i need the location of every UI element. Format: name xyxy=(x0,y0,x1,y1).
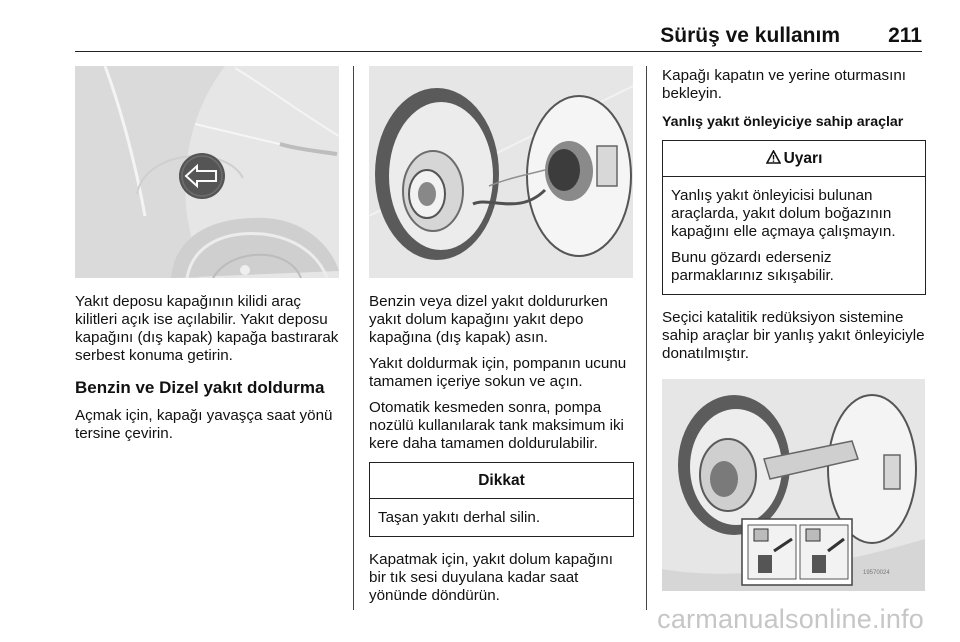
figure-fuel-door-closed xyxy=(75,66,339,278)
page-header xyxy=(0,0,960,52)
figure-misfuel-inhibitor xyxy=(662,379,925,591)
col2-paragraph-1: Benzin veya dizel yakıt doldururken yakıt dolum kapağını yakıt depo kapağına (dış kapak) asın. xyxy=(369,293,608,346)
warning-header xyxy=(663,141,925,177)
column-1 xyxy=(75,66,341,443)
column-divider-left xyxy=(353,66,354,610)
column-divider-right xyxy=(646,66,647,610)
col2-paragraph-2: Yakıt doldurmak için, pompanın ucunu tamamen içeriye sokun ve açın. xyxy=(369,355,627,390)
page-number: 211 xyxy=(888,24,922,47)
header-rule xyxy=(75,51,922,52)
col1-paragraph-2: Açmak için, kapağı yavaşça saat yönü tersine çevirin. xyxy=(75,407,333,442)
col3-paragraph-2: Seçici katalitik redüksiyon sistemine sahip araçlar bir yanlış yakıt önleyiciyle donatılmıştır. xyxy=(662,309,925,362)
col3-subheading: Yanlış yakıt önleyiciye sahip araçlar xyxy=(662,114,904,130)
figure-code: 19570024 xyxy=(863,570,890,576)
section-title: Sürüş ve kullanım xyxy=(660,24,840,47)
caution-title: Dikkat xyxy=(370,463,633,499)
warning-text-2: Bunu gözardı ederseniz parmaklarınız sıkışabilir. xyxy=(671,249,834,284)
warning-text-1: Yanlış yakıt önleyicisi bulunan araçlarda, yakıt dolum boğazının kapağını elle açmaya çalışmayın. xyxy=(671,187,896,240)
col1-paragraph-1: Yakıt deposu kapağının kilidi araç kilitleri açık ise açılabilir. Yakıt deposu kapağını (dış kapak) kapağa bastırarak serbest konuma getirin. xyxy=(75,293,339,364)
figure-fuel-cap-hanging xyxy=(369,66,633,278)
col2-paragraph-3: Otomatik kesmeden sonra, pompa nozülü kullanılarak tank maksimum iki kere daha tamamen doldurulabilir. xyxy=(369,399,624,452)
warning-triangle-icon xyxy=(766,150,781,164)
warning-title: Uyarı xyxy=(783,150,823,167)
col3-paragraph-1: Kapağı kapatın ve yerine oturmasını bekleyin. xyxy=(662,67,906,102)
caution-box xyxy=(369,462,634,537)
col2-paragraph-4: Kapatmak için, yakıt dolum kapağını bir tık sesi duyulana kadar saat yönünde döndürün. xyxy=(369,551,613,604)
column-2 xyxy=(369,66,634,605)
col1-heading: Benzin ve Dizel yakıt doldurma xyxy=(75,378,325,397)
caution-text: Taşan yakıtı derhal silin. xyxy=(378,509,541,526)
warning-box xyxy=(662,140,926,295)
watermark: carmanualsonline.info xyxy=(657,604,924,634)
column-3 xyxy=(662,66,926,591)
